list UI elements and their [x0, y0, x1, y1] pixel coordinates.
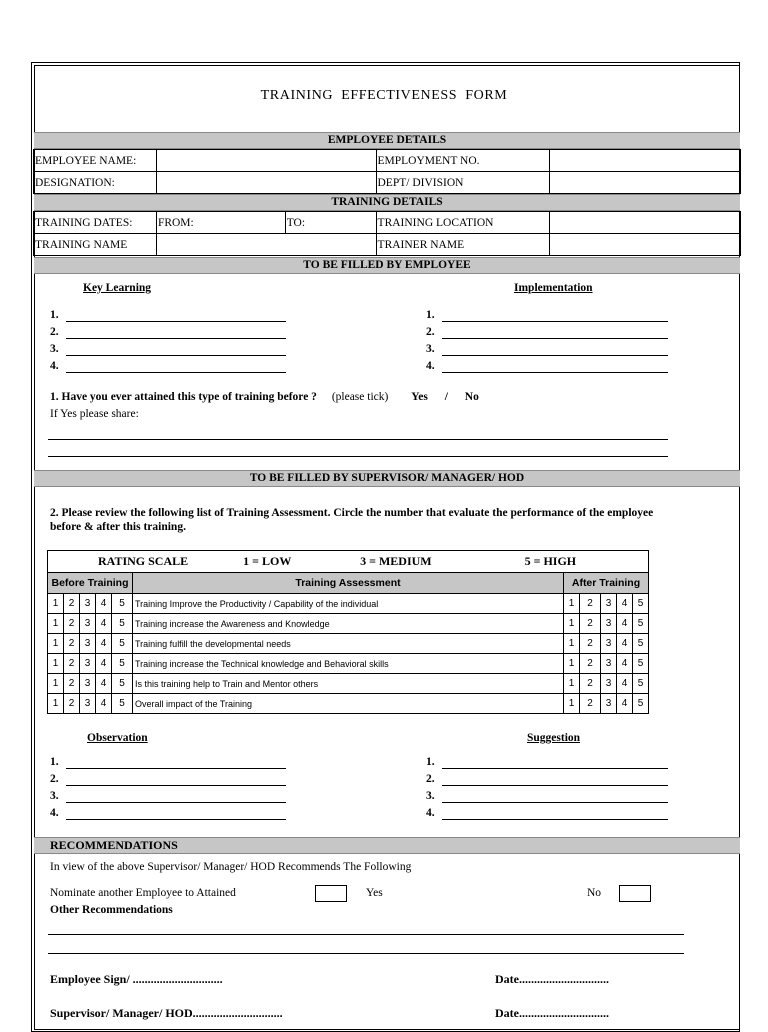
training-details-table: [33, 211, 741, 256]
after-score-5[interactable]: 5: [633, 654, 649, 674]
after-score-4[interactable]: 4: [617, 594, 633, 614]
after-score-4[interactable]: 4: [617, 654, 633, 674]
suggestion-heading: Suggestion: [527, 732, 581, 744]
rating-table: [47, 550, 649, 714]
after-score-1[interactable]: 1: [564, 654, 580, 674]
after-score-3[interactable]: 3: [601, 594, 617, 614]
observation-line[interactable]: [66, 768, 286, 769]
nominate-label: Nominate another Employee to Attained: [50, 887, 236, 899]
training-dates-label: TRAINING DATES:: [34, 212, 157, 234]
before-score-4[interactable]: 4: [96, 614, 112, 634]
after-score-2[interactable]: 2: [580, 694, 601, 714]
table-row: [48, 654, 649, 674]
list-item: 4.: [426, 807, 435, 824]
before-score-2[interactable]: 2: [64, 594, 80, 614]
supervisor-sign[interactable]: Supervisor/ Manager/ HOD..............................: [50, 1006, 283, 1020]
suggestion-line[interactable]: [442, 819, 668, 820]
share-line[interactable]: [48, 439, 668, 440]
designation-field[interactable]: [156, 172, 376, 194]
implementation-heading: Implementation: [514, 282, 593, 294]
trainer-name-label: TRAINER NAME: [376, 234, 550, 256]
before-score-2[interactable]: 2: [64, 674, 80, 694]
observation-line[interactable]: [66, 785, 286, 786]
trainer-name-field[interactable]: [550, 234, 741, 256]
after-score-5[interactable]: 5: [633, 614, 649, 634]
assessment-item: Training Improve the Productivity / Capability of the individual: [133, 594, 564, 614]
before-score-2[interactable]: 2: [64, 694, 80, 714]
supervisor-section-header: TO BE FILLED BY SUPERVISOR/ MANAGER/ HOD: [34, 470, 740, 487]
employee-details-table: [33, 149, 741, 194]
designation-label: DESIGNATION:: [34, 172, 157, 194]
after-score-2[interactable]: 2: [580, 634, 601, 654]
after-score-1[interactable]: 1: [564, 594, 580, 614]
question-2: 2. Please review the following list of Training Assessment. Circle the number that evaluate the performance of the employee before & after this training.: [50, 507, 654, 533]
before-score-5[interactable]: 5: [112, 614, 133, 634]
suggestion-line[interactable]: [442, 768, 668, 769]
before-score-1[interactable]: 1: [48, 694, 64, 714]
implementation-line[interactable]: [442, 372, 668, 373]
key-learning-heading: Key Learning: [83, 282, 152, 294]
before-training-header: Before Training: [48, 573, 133, 594]
before-score-1[interactable]: 1: [48, 654, 64, 674]
after-score-5[interactable]: 5: [633, 674, 649, 694]
rating-low: 1 = LOW: [243, 554, 292, 568]
implementation-line[interactable]: [442, 338, 668, 339]
observation-line[interactable]: [66, 802, 286, 803]
rating-high: 5 = HIGH: [524, 554, 577, 568]
list-item: 4.: [50, 807, 59, 824]
list-item: 3.: [426, 343, 435, 360]
please-tick-note: (please tick): [331, 391, 389, 403]
no-option[interactable]: No: [464, 391, 479, 403]
observation-heading: Observation: [87, 732, 148, 744]
key-learning-list: [50, 309, 59, 377]
from-field[interactable]: FROM:: [156, 212, 285, 234]
observation-list: [50, 756, 59, 824]
employee-sign[interactable]: Employee Sign/ ..............................: [50, 972, 223, 986]
before-score-4[interactable]: 4: [96, 634, 112, 654]
suggestion-line[interactable]: [442, 802, 668, 803]
observation-line[interactable]: [66, 819, 286, 820]
after-score-3[interactable]: 3: [601, 674, 617, 694]
training-location-label: TRAINING LOCATION: [376, 212, 550, 234]
employee-date[interactable]: Date..............................: [495, 972, 609, 986]
before-score-3[interactable]: 3: [80, 654, 96, 674]
after-score-2[interactable]: 2: [580, 674, 601, 694]
rating-scale-row: [48, 551, 649, 573]
after-score-1[interactable]: 1: [564, 674, 580, 694]
table-row: [48, 594, 649, 614]
implementation-line[interactable]: [442, 355, 668, 356]
before-score-2[interactable]: 2: [64, 614, 80, 634]
list-item: 2.: [50, 773, 59, 790]
key-learning-line[interactable]: [66, 338, 286, 339]
employee-section-header: TO BE FILLED BY EMPLOYEE: [34, 257, 740, 274]
after-score-2[interactable]: 2: [580, 594, 601, 614]
after-score-4[interactable]: 4: [617, 694, 633, 714]
training-name-label: TRAINING NAME: [34, 234, 157, 256]
list-item: 1.: [426, 309, 435, 326]
employee-name-label: EMPLOYEE NAME:: [34, 150, 157, 172]
employment-no-field[interactable]: [550, 150, 741, 172]
dept-division-label: DEPT/ DIVISION: [376, 172, 550, 194]
supervisor-date[interactable]: Date..............................: [495, 1006, 609, 1020]
after-score-2[interactable]: 2: [580, 614, 601, 634]
list-item: 4.: [426, 360, 435, 377]
slash-separator: /: [444, 391, 448, 403]
before-score-5[interactable]: 5: [112, 674, 133, 694]
assessment-item: Is this training help to Train and Mentor others: [133, 674, 564, 694]
before-score-5[interactable]: 5: [112, 594, 133, 614]
after-score-5[interactable]: 5: [633, 594, 649, 614]
before-score-1[interactable]: 1: [48, 594, 64, 614]
after-score-1[interactable]: 1: [564, 634, 580, 654]
before-score-5[interactable]: 5: [112, 634, 133, 654]
recommendations-intro: In view of the above Supervisor/ Manager/ HOD Recommends The Following: [50, 861, 412, 873]
list-item: 2.: [426, 326, 435, 343]
table-row: [48, 674, 649, 694]
training-name-field[interactable]: [156, 234, 376, 256]
list-item: 1.: [50, 756, 59, 773]
after-score-5[interactable]: 5: [633, 694, 649, 714]
list-item: 3.: [50, 790, 59, 807]
nominate-yes-label: Yes: [366, 887, 383, 899]
training-location-field[interactable]: [550, 212, 741, 234]
table-row: [48, 614, 649, 634]
form-title: TRAINING EFFECTIVENESS FORM: [260, 88, 508, 103]
assessment-item: Overall impact of the Training: [133, 694, 564, 714]
after-score-4[interactable]: 4: [617, 614, 633, 634]
list-item: 1.: [50, 309, 59, 326]
before-score-3[interactable]: 3: [80, 674, 96, 694]
after-training-header: After Training: [564, 573, 649, 594]
share-line[interactable]: [48, 456, 668, 457]
employee-name-field[interactable]: [156, 150, 376, 172]
suggestion-line[interactable]: [442, 785, 668, 786]
rating-scale-label: RATING SCALE: [98, 554, 189, 568]
before-score-5[interactable]: 5: [112, 654, 133, 674]
employee-details-header: EMPLOYEE DETAILS: [34, 132, 740, 149]
before-score-2[interactable]: 2: [64, 654, 80, 674]
after-score-1[interactable]: 1: [564, 694, 580, 714]
before-score-4[interactable]: 4: [96, 594, 112, 614]
before-score-3[interactable]: 3: [80, 614, 96, 634]
list-item: 2.: [50, 326, 59, 343]
list-item: 4.: [50, 360, 59, 377]
before-score-5[interactable]: 5: [112, 694, 133, 714]
if-yes-label: If Yes please share:: [50, 408, 139, 420]
nominate-no-label: No: [587, 887, 602, 899]
before-score-3[interactable]: 3: [80, 694, 96, 714]
key-learning-line[interactable]: [66, 355, 286, 356]
suggestion-list: [426, 756, 435, 824]
implementation-line[interactable]: [442, 321, 668, 322]
after-score-5[interactable]: 5: [633, 634, 649, 654]
nominate-no-checkbox[interactable]: [619, 885, 651, 902]
after-score-4[interactable]: 4: [617, 634, 633, 654]
before-score-1[interactable]: 1: [48, 634, 64, 654]
before-score-4[interactable]: 4: [96, 694, 112, 714]
other-recommendations-label: Other Recommendations: [50, 904, 173, 916]
list-item: 3.: [426, 790, 435, 807]
before-score-2[interactable]: 2: [64, 634, 80, 654]
after-score-3[interactable]: 3: [601, 694, 617, 714]
training-assessment-header: Training Assessment: [133, 573, 564, 594]
implementation-list: [426, 309, 435, 377]
assessment-item: Training increase the Technical knowledge and Behavioral skills: [133, 654, 564, 674]
training-details-header: TRAINING DETAILS: [34, 194, 740, 211]
recommendations-header: RECOMMENDATIONS: [34, 837, 740, 854]
employment-no-label: EMPLOYMENT NO.: [376, 150, 550, 172]
rating-medium: 3 = MEDIUM: [360, 554, 432, 568]
table-row: [48, 634, 649, 654]
after-score-3[interactable]: 3: [601, 654, 617, 674]
to-field[interactable]: TO:: [285, 212, 376, 234]
question-1: 1. Have you ever attained this type of training before ? (please tick) Yes / No: [50, 391, 479, 403]
table-row: [48, 694, 649, 714]
after-score-1[interactable]: 1: [564, 614, 580, 634]
yes-option[interactable]: Yes: [411, 391, 428, 403]
key-learning-line[interactable]: [66, 372, 286, 373]
after-score-3[interactable]: 3: [601, 614, 617, 634]
before-score-1[interactable]: 1: [48, 614, 64, 634]
dept-division-field[interactable]: [550, 172, 741, 194]
before-score-4[interactable]: 4: [96, 654, 112, 674]
before-score-4[interactable]: 4: [96, 674, 112, 694]
after-score-2[interactable]: 2: [580, 654, 601, 674]
before-score-1[interactable]: 1: [48, 674, 64, 694]
after-score-3[interactable]: 3: [601, 634, 617, 654]
after-score-4[interactable]: 4: [617, 674, 633, 694]
other-recommendations-line[interactable]: [48, 953, 684, 954]
list-item: 3.: [50, 343, 59, 360]
key-learning-line[interactable]: [66, 321, 286, 322]
list-item: 1.: [426, 756, 435, 773]
assessment-item: Training fulfill the developmental needs: [133, 634, 564, 654]
before-score-3[interactable]: 3: [80, 634, 96, 654]
list-item: 2.: [426, 773, 435, 790]
before-score-3[interactable]: 3: [80, 594, 96, 614]
other-recommendations-line[interactable]: [48, 934, 684, 935]
assessment-item: Training increase the Awareness and Knowledge: [133, 614, 564, 634]
nominate-yes-checkbox[interactable]: [315, 885, 347, 902]
